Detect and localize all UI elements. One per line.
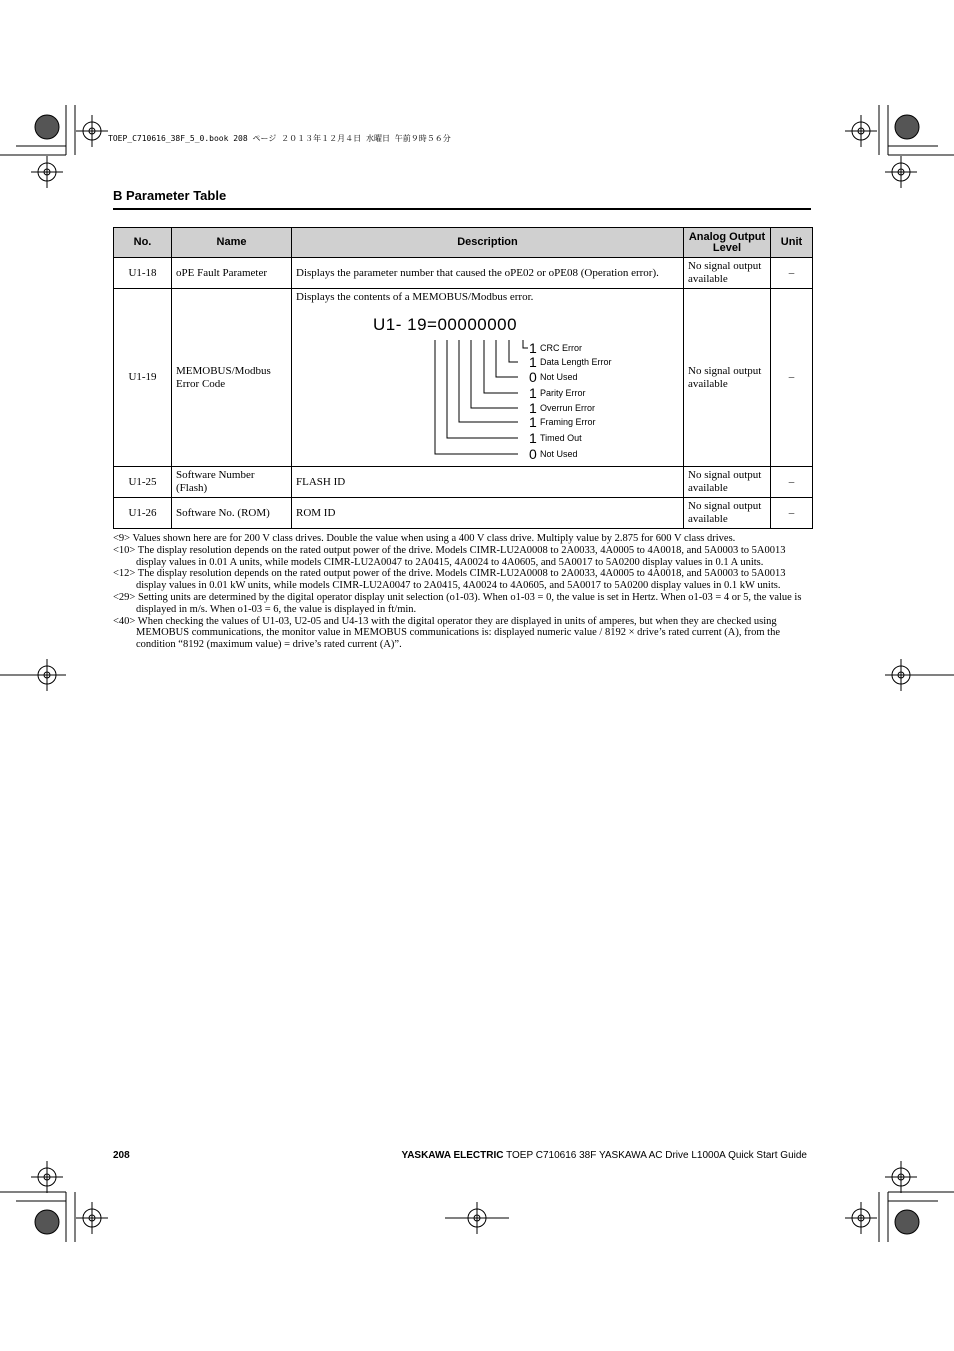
bit-value: 1 bbox=[529, 400, 537, 416]
bit-value: 1 bbox=[529, 354, 537, 370]
table-row bbox=[114, 258, 813, 289]
header-analog-output-level: Analog Output Level bbox=[684, 228, 771, 258]
footnote: <40> When checking the values of U1-03, U2-05 and U4-13 with the digital operator they are displayed in units of amperes, but when they are checked using MEMOBUS communications, the monitor value in MEMOBUS communications is: displayed numeric value / 8192 × drive’s rated current (A), from the condition “8192 (maximum value) = drive’s rated current (A)”. bbox=[113, 615, 780, 651]
row-unit: – bbox=[771, 467, 813, 498]
footnote: <29> Setting units are determined by the digital operator display unit selection (o1-03). When o1-03 = 0, the value is set in Hertz. When o1-03 = 4 or 5, the value is displayed in m/s. When o1-03 = 6, the value is displayed in ft/min. bbox=[113, 591, 802, 615]
bit-value: 1 bbox=[529, 340, 537, 356]
section-title: B Parameter Table bbox=[113, 188, 227, 203]
row-analog: No signal output available bbox=[684, 467, 771, 498]
bit-label: Parity Error bbox=[540, 388, 586, 398]
row-analog: No signal output available bbox=[684, 258, 771, 289]
row-name: Software Number (Flash) bbox=[172, 467, 292, 498]
table-row bbox=[114, 498, 813, 529]
row-no: U1-25 bbox=[114, 467, 172, 498]
page-number: 208 bbox=[113, 1150, 130, 1161]
bit-value: 1 bbox=[529, 385, 537, 401]
print-header: TOEP_C710616_38F_5_0.book 208 ページ ２０１３年１２月４日 水曜日 午前９時５６分 bbox=[108, 134, 451, 143]
header-no: No. bbox=[114, 228, 172, 258]
footer-guide-title bbox=[401, 1150, 807, 1161]
footer-guide: TOEP C710616 38F YASKAWA AC Drive L1000A Quick Start Guide bbox=[503, 1150, 807, 1161]
table-row bbox=[114, 467, 813, 498]
table-row bbox=[114, 289, 813, 467]
bit-value: 1 bbox=[529, 430, 537, 446]
table-header-row bbox=[114, 228, 813, 258]
bit-label: Framing Error bbox=[540, 417, 596, 427]
row-description: ROM ID bbox=[292, 498, 684, 529]
row-name: MEMOBUS/Modbus Error Code bbox=[172, 289, 292, 467]
row-analog: No signal output available bbox=[684, 498, 771, 529]
row-unit: – bbox=[771, 258, 813, 289]
row-no: U1-18 bbox=[114, 258, 172, 289]
bit-value: 0 bbox=[529, 369, 537, 385]
bit-label: Not Used bbox=[540, 449, 578, 459]
row-no: U1-19 bbox=[114, 289, 172, 467]
diagram-leader-lines bbox=[296, 304, 686, 464]
bit-label: Timed Out bbox=[540, 433, 582, 443]
footnote: <9> Values shown here are for 200 V class drives. Double the value when using a 400 V class drive. Multiply value by 2.875 for 600 V class drives. bbox=[113, 533, 736, 544]
row-description: Displays the contents of a MEMOBUS/Modbus error. bbox=[296, 291, 534, 303]
bit-label: Not Used bbox=[540, 372, 578, 382]
bit-label: Data Length Error bbox=[540, 357, 612, 367]
row-description-cell bbox=[292, 289, 684, 467]
section-rule bbox=[113, 208, 811, 210]
header-unit: Unit bbox=[771, 228, 813, 258]
row-description: FLASH ID bbox=[292, 467, 684, 498]
bit-value: 0 bbox=[529, 446, 537, 462]
row-analog: No signal output available bbox=[684, 289, 771, 467]
diagram-code: U1- 19=00000000 bbox=[373, 315, 518, 334]
row-unit: – bbox=[771, 289, 813, 467]
parameter-table bbox=[113, 227, 813, 529]
bit-value: 1 bbox=[529, 414, 537, 430]
row-unit: – bbox=[771, 498, 813, 529]
header-name: Name bbox=[172, 228, 292, 258]
row-no: U1-26 bbox=[114, 498, 172, 529]
footnote: <10> The display resolution depends on the rated output power of the drive. Models CIMR-LU2A0008 to 2A0033, 4A0005 to 4A0018, and 5A0003 to 5A0013 display values in 0.01 A units, while models CIMR-LU2A0047 to 2A0415, 4A0024 to 4A0605, and 5A0017 to 5A0200 display values in 0.1 A units. bbox=[113, 544, 786, 568]
bit-label: Overrun Error bbox=[540, 403, 596, 413]
row-name: oPE Fault Parameter bbox=[172, 258, 292, 289]
row-description: Displays the parameter number that caused the oPE02 or oPE08 (Operation error). bbox=[292, 258, 684, 289]
footnotes bbox=[113, 533, 813, 651]
footer-brand: YASKAWA ELECTRIC bbox=[401, 1150, 504, 1161]
footnote: <12> The display resolution depends on the rated output power of the drive. Models CIMR-LU2A0008 to 2A0033, 4A0005 to 4A0018, and 5A0003 to 5A0013 display values in 0.01 kW units, while models CIMR-LU2A0047 to 2A0415, 4A0024 to 4A0605, and 5A0017 to 5A0200 display values in 0.1 kW units. bbox=[113, 568, 786, 592]
error-code-diagram bbox=[296, 304, 679, 464]
row-name: Software No. (ROM) bbox=[172, 498, 292, 529]
bit-label: CRC Error bbox=[540, 343, 582, 353]
header-description: Description bbox=[292, 228, 684, 258]
